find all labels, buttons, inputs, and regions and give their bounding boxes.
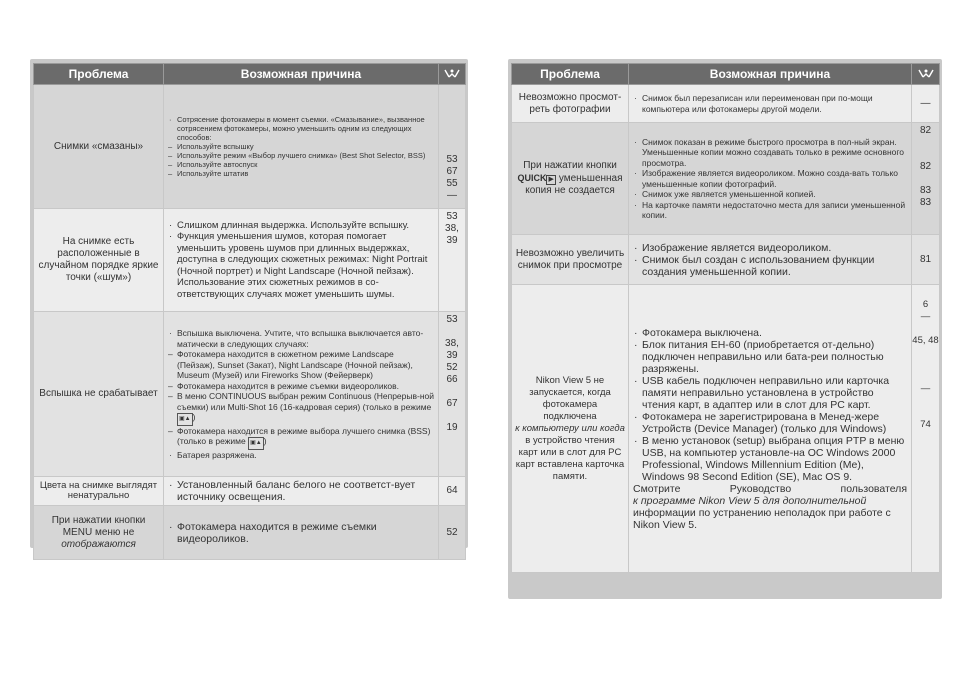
list-item: – В меню CONTINUOUS выбран режим Continuous (Непрерыв-ной съемки) или Multi-Shot 16 (16-кадровая серия) (только в режиме ▣▲ ) [168, 391, 434, 426]
table-row [512, 285, 940, 573]
list-item: · Снимок был перезаписан или переименован при по-мощи компьютера или фотокамеры другой модели. [633, 93, 907, 114]
table-row [34, 85, 466, 209]
list-item: · Сотрясение фотокамеры в момент съемки. «Смазывание», вызванное сотрясением фотокамеры, можно уменьшить одним из следующих способов: [168, 115, 434, 142]
page-cell: 6 — 45, 48 — 74 [912, 285, 940, 573]
page-cell: 81 [912, 235, 940, 285]
list-item: – Фотокамера находится в режиме съемки видеороликов. [168, 381, 434, 392]
table-row [34, 477, 466, 506]
table-row [34, 209, 466, 312]
help-note: Смотрите Руководство пользователя к программе Nikon View 5 для дополнительной информации по устранению неполадок при работе с Nikon View 5. [633, 482, 907, 531]
list-item: – Фотокамера находится в сюжетном режиме Landscape (Пейзаж), Sunset (Закат), Night Landscape (Ночной пейзаж), Museum (Музей) или Fireworks Show (Фейерверк) [168, 349, 434, 381]
header-problem: Проблема [512, 64, 629, 85]
left-troubleshooting-table [33, 63, 466, 560]
cause-cell [164, 209, 439, 312]
cause-cell [164, 506, 439, 560]
list-item: – Используйте штатив [168, 169, 434, 178]
list-item: · Снимок показан в режиме быстрого просмотра в пол-ный экран. Уменьшенные копии можно создавать только в режиме основного просмотра. [633, 137, 907, 169]
page-cell: 53 67 55 — [439, 85, 466, 209]
list-item: · Фотокамера не зарегистрирована в Менед-жере Устройств (Device Manager) (только для Windows) [633, 411, 907, 435]
camera-mode-icon: ▣▲ [248, 437, 264, 450]
list-item: · Снимок уже является уменьшенной копией. [633, 189, 907, 200]
list-item: · Блок питания EH-60 (приобретается от-дельно) подключен неправильно или бата-реи полностью разряжены. [633, 339, 907, 375]
list-item: · Батарея разряжена. [168, 450, 434, 461]
page-cell: 52 [439, 506, 466, 560]
camera-mode-icon: ▣▲ [177, 413, 193, 426]
cause-cell [164, 85, 439, 209]
page-cell: 64 [439, 477, 466, 506]
table-row [512, 123, 940, 235]
list-item: · USB кабель подключен неправильно или карточка памяти неправильно установлена в устройство чтения карт, в адаптер или в слот для PC карт. [633, 375, 907, 411]
list-item: · Вспышка выключена. Учтите, что вспышка выключается авто-матически в следующих случаях: [168, 328, 434, 349]
problem-cell: Снимки «смазаны» [34, 85, 164, 209]
list-item: – Используйте режим «Выбор лучшего снимка» (Best Shot Selector, BSS) [168, 151, 434, 160]
list-item: – Используйте автоспуск [168, 160, 434, 169]
page-cell: — [912, 85, 940, 123]
list-item: · Фотокамера выключена. [633, 327, 907, 339]
problem-cell: Цвета на снимке выглядят ненатурально [34, 477, 164, 506]
list-item: · Функция уменьшения шумов, которая помогает уменьшить уровень шумов при длинных выдержках, доступна в следующих сюжетных режимах: Night Portrait (Ночной портрет) и Night Landscape (Ночной пейзаж). Использование этих сюжетных режимов в со-ответствующих случаях может уменьшить шумы. [168, 231, 434, 300]
list-item: – Используйте вспышку [168, 142, 434, 151]
list-item: · Фотокамера находится в режиме съемки видеороликов. [168, 521, 434, 545]
camera-troubleshoot-icon [912, 64, 940, 85]
list-item: · Снимок был создан с использованием функции создания уменьшенной копии. [633, 254, 907, 278]
cause-cell [629, 235, 912, 285]
problem-cell: Невозможно увеличить снимок при просмотре [512, 235, 629, 285]
cause-cell [629, 285, 912, 573]
list-item: · Изображение является видеороликом. [633, 242, 907, 254]
header-cause: Возможная причина [164, 64, 439, 85]
list-item: · Установленный баланс белого не соответст-вует источнику освещения. [168, 479, 434, 503]
problem-cell: На снимке есть расположенные в случайном порядке яркие точки («шум») [34, 209, 164, 312]
page-cell: 82 82 83 83 [912, 123, 940, 235]
list-item: · В меню установок (setup) выбрана опция PTP в меню USB, на компьютер установле-на ОС Windows 2000 Professional, Windows Millennium Edition (Me), Windows 98 Second Edition (SE), Mac OS 9. [633, 435, 907, 483]
list-item: · Слишком длинная выдержка. Используйте вспышку. [168, 220, 434, 232]
header-problem: Проблема [34, 64, 164, 85]
table-row [512, 235, 940, 285]
cause-cell [164, 312, 439, 477]
list-item: · На карточке памяти недостаточно места для записи уменьшенной копии. [633, 200, 907, 221]
cause-cell [629, 85, 912, 123]
problem-cell: Невозможно просмот-реть фотографии [512, 85, 629, 123]
page-cell: 53 38, 39 [439, 209, 466, 312]
table-row [34, 312, 466, 477]
quick-button-label: QUICK [517, 173, 547, 183]
list-item: · Изображение является видеороликом. Можно созда-вать только уменьшенные копии фотографий. [633, 168, 907, 189]
page-cell: 53 38, 39 52 66 67 19 [439, 312, 466, 477]
table-row [34, 506, 466, 560]
cause-cell [164, 477, 439, 506]
list-item: – Фотокамера находится в режиме выбора лучшего снимка (BSS) (только в режиме ▣▲ ) [168, 426, 434, 450]
right-troubleshooting-table [511, 63, 940, 573]
camera-troubleshoot-icon [439, 64, 466, 85]
table-row [512, 85, 940, 123]
problem-cell: Вспышка не срабатывает [34, 312, 164, 477]
playback-icon: ▶ [548, 176, 554, 183]
cause-cell [629, 123, 912, 235]
problem-cell: Nikon View 5 не запускается, когда фотокамера подключена к компьютеру или когда в устройство чтения карт или в слот для PC карт вставлена карточка памяти. [512, 285, 629, 573]
header-cause: Возможная причина [629, 64, 912, 85]
problem-cell: При нажатии кнопки MENU меню не отображаются [34, 506, 164, 560]
problem-cell: При нажатии кнопки QUICK ▶ уменьшенная копия не создается [512, 123, 629, 235]
